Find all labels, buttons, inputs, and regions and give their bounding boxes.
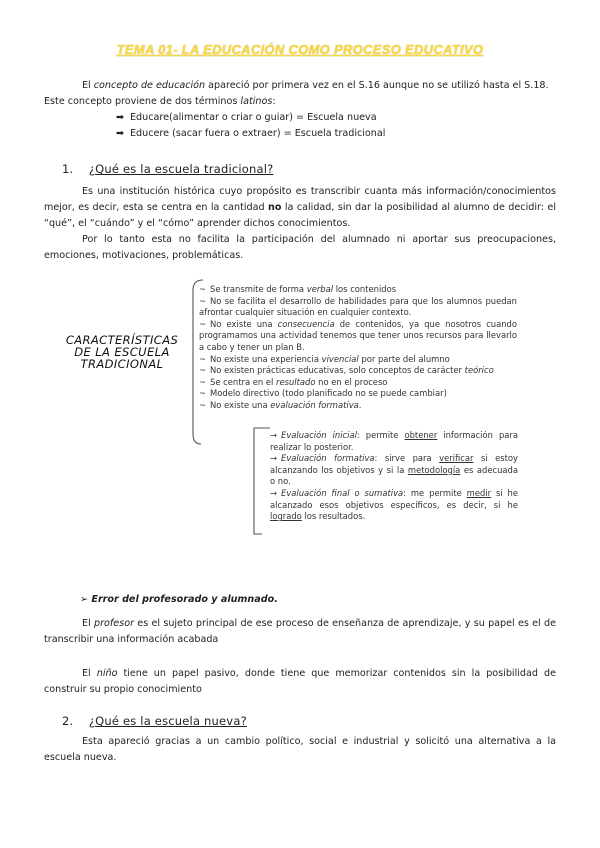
- intro-paragraph: El concepto de educación apareció por primera vez en el S.16 aunque no se utilizó hasta el S.18. Este concepto proviene de dos términos latinos: ➡ Educare(alimentar o criar o guiar) = Escuela nueva ➡ Educere (sacar fuera o extraer) = Escuela tradicional: [44, 78, 556, 142]
- intro-list-item: ➡ Educere (sacar fuera o extraer) = Escuela tradicional: [44, 126, 556, 142]
- characteristic-item: ~ Se transmite de forma verbal los contenidos: [199, 284, 397, 294]
- arrow-icon: →: [270, 487, 278, 498]
- evaluation-item: → Evaluación formativa: sirve para verificar si estoy alcanzando los objetivos y si la metodología es adecuada o no.: [270, 453, 519, 487]
- sub-bracket-shape: [250, 426, 272, 538]
- evaluation-list: [270, 430, 518, 523]
- error-heading: ➢ Error del profesorado y alumnado.: [80, 594, 278, 605]
- error-paragraph-child: El niño tiene un papel pasivo, donde tiene que memorizar contenidos sin la posibilidad de construir su propio conocimiento: [44, 668, 556, 695]
- arrow-icon: →: [270, 430, 278, 440]
- evaluation-item: → Evaluación final o sumativa: me permite medir si he alcanzado esos objetivos específicos, es decir, si he logrado los resultados.: [270, 487, 518, 522]
- section-heading: 1. ¿Qué es la escuela tradicional?: [62, 162, 274, 176]
- intro-list-item: ➡ Educare(alimentar o criar o guiar) = Escuela nueva: [44, 110, 556, 126]
- tilde-bullet-icon: ~: [199, 365, 207, 376]
- tilde-bullet-icon: ~: [199, 399, 207, 410]
- section-heading: 2. ¿Qué es la escuela nueva?: [62, 714, 247, 728]
- characteristics-list: [199, 284, 517, 412]
- section2-paragraph: Esta apareció gracias a un cambio político, social e industrial y solicitó una alternativa a la escuela nueva.: [44, 736, 556, 763]
- evaluation-item: → Evaluación inicial: permite obtener información para realizar lo posterior.: [270, 430, 518, 452]
- arrow-icon: →: [270, 453, 278, 464]
- characteristic-item: ~ No existen prácticas educativas, solo conceptos de carácter teórico: [199, 365, 494, 376]
- tilde-bullet-icon: ~: [199, 295, 207, 306]
- arrowhead-bullet-icon: ➢: [80, 594, 89, 605]
- characteristic-item: ~ No existe una evaluación formativa.: [199, 399, 362, 410]
- tilde-bullet-icon: ~: [199, 388, 207, 399]
- characteristic-item: ~ No existe una consecuencia de contenidos, ya que nosotros cuando programamos una actividad tenemos que tener unos recursos para llevarlo a cabo y tener un plan B.: [199, 318, 517, 352]
- characteristic-item: ~ Modelo directivo (todo planificado no se puede cambiar): [199, 388, 447, 399]
- tilde-bullet-icon: ~: [199, 353, 207, 364]
- page-title: TEMA 01- LA EDUCACIÓN COMO PROCESO EDUCATIVO: [116, 42, 484, 57]
- characteristic-item: ~ Se centra en el resultado no en el proceso: [199, 376, 388, 387]
- characteristic-item: ~ No se facilita el desarrollo de habilidades para que los alumnos puedan afrontar cualquier situación en cualquier contexto.: [199, 295, 517, 318]
- right-arrow-icon: ➡: [116, 112, 125, 123]
- tilde-bullet-icon: ~: [199, 318, 207, 329]
- error-paragraph-teacher: El profesor es el sujeto principal de ese proceso de enseñanza de aprendizaje, y su papel es el de transcribir una información acabada: [44, 618, 556, 645]
- tilde-bullet-icon: ~: [199, 376, 207, 387]
- right-arrow-icon: ➡: [116, 128, 125, 139]
- tilde-bullet-icon: ~: [199, 284, 207, 294]
- section1-paragraph: Es una institución histórica cuyo propósito es transcribir cuanta más información/conocimientos mejor, es decir, esta se centra en la cantidad no la calidad, sin dar la posibilidad al alumno de decidir: el “qué”, el “cuándo” y el “cómo” aprender dichos conocimientos. Por lo tanto esta no facilita la participación del alumnado ni aportar sus preocupaciones, emociones, motivaciones, problemáticas.: [44, 186, 556, 261]
- characteristics-caption: CARACTERÍSTICAS DE LA ESCUELA TRADICIONAL: [65, 333, 179, 371]
- characteristic-item: ~ No existe una experiencia vivencial por parte del alumno: [199, 353, 450, 364]
